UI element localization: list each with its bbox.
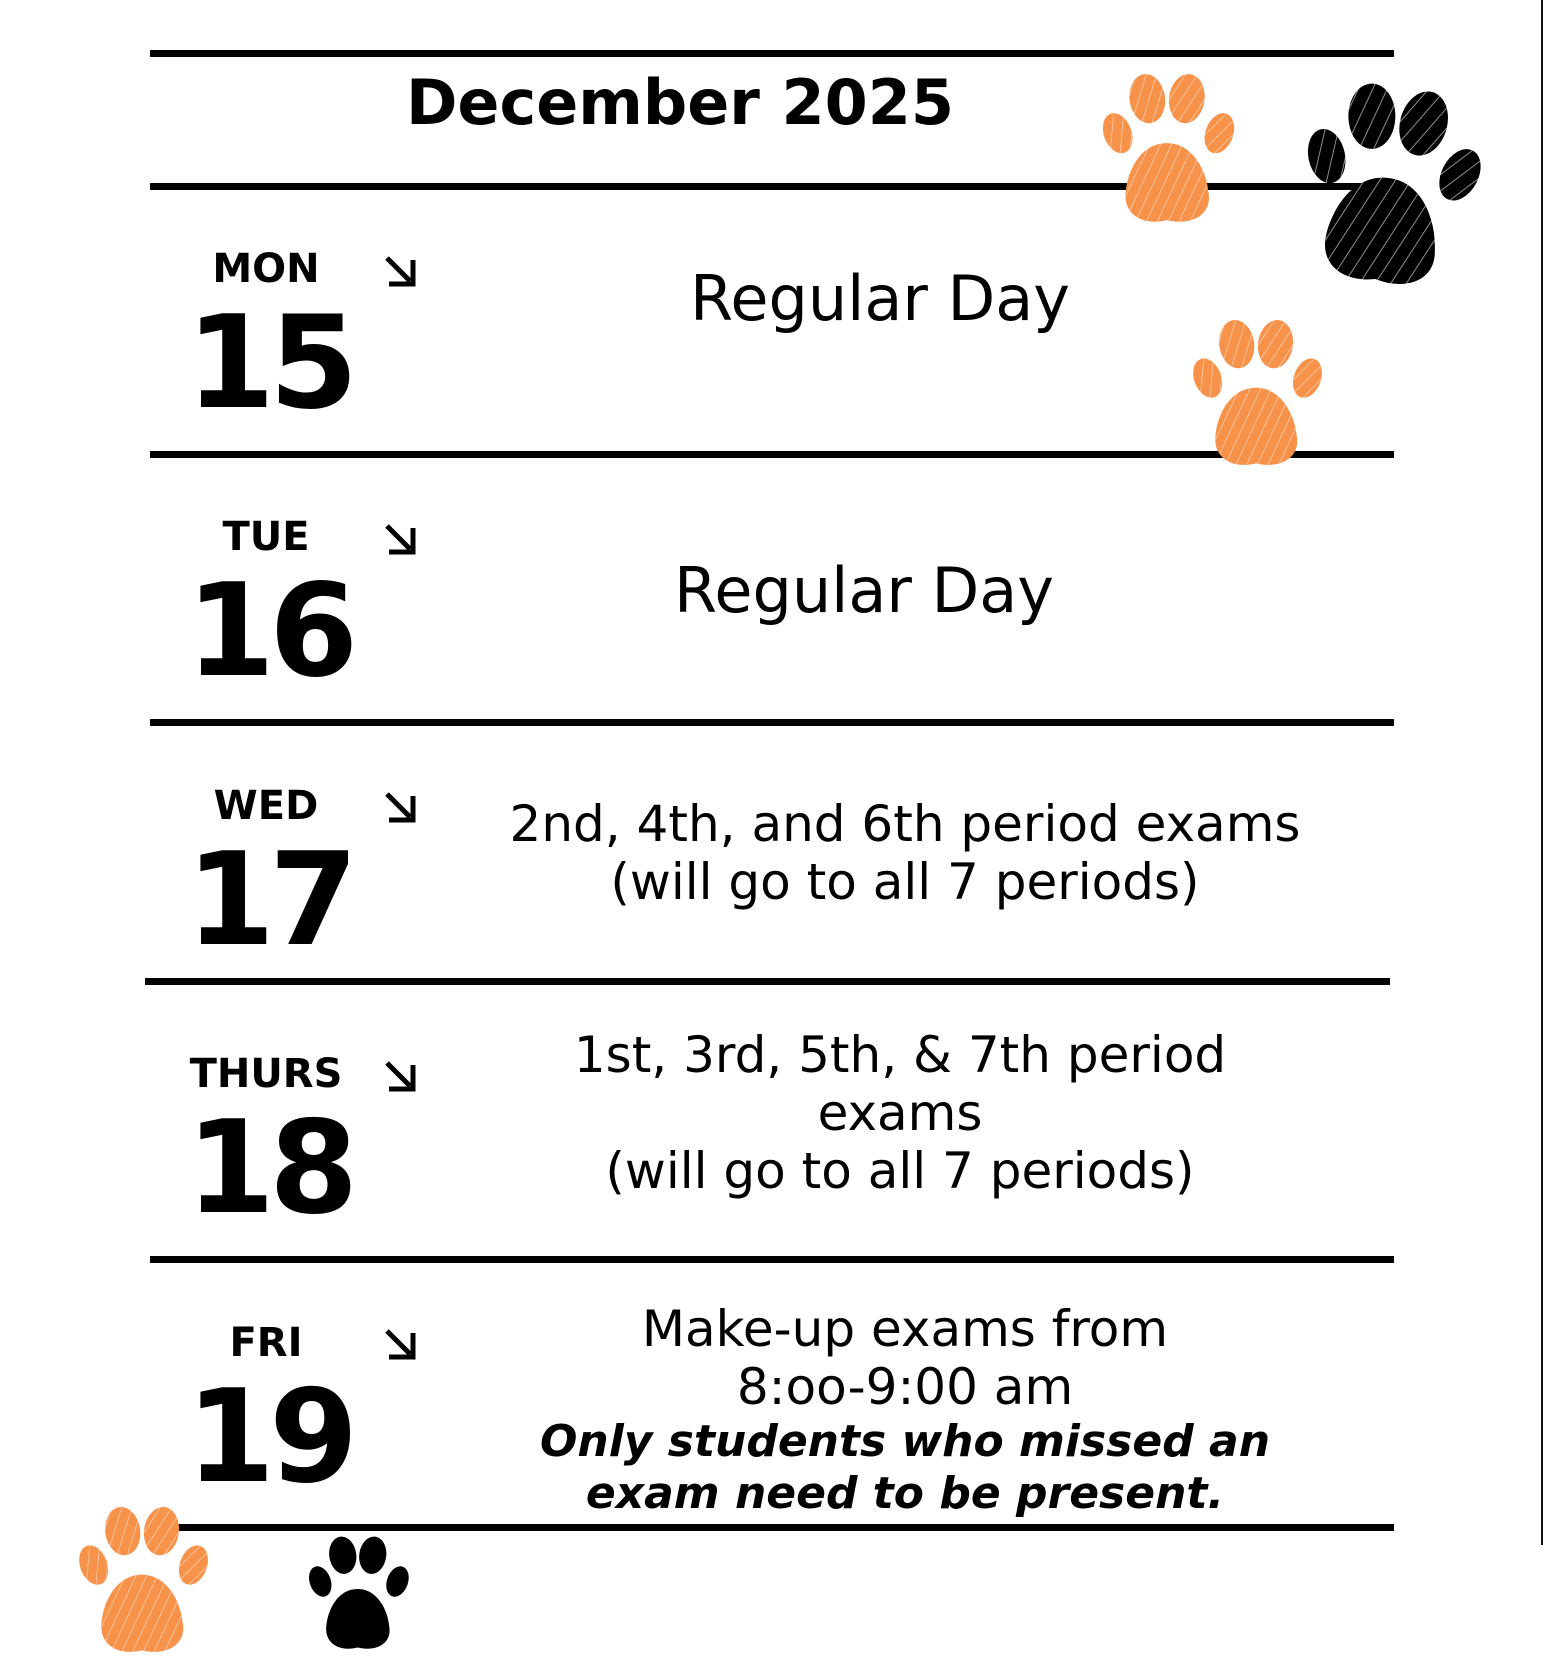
page-edge [1541, 0, 1543, 1545]
paw-print-icon [300, 1535, 420, 1655]
event-fri: Make-up exams from 8:oo-9:00 am Only students who missed an exam need to be present. [480, 1300, 1330, 1520]
page-title: December 2025 [405, 66, 955, 139]
event-thurs: 1st, 3rd, 5th, & 7th period exams (will go to all 7 periods) [573, 1026, 1227, 1200]
corner-arrow-down-right-icon [383, 1059, 417, 1093]
day-number-fri: 19 [186, 1363, 353, 1512]
day-name-mon: MON [212, 246, 320, 292]
paw-print-icon [1294, 80, 1490, 298]
corner-arrow-down-right-icon [383, 790, 417, 824]
day-name-tue: TUE [222, 514, 310, 560]
corner-arrow-down-right-icon [383, 254, 417, 288]
day-number-mon: 15 [186, 289, 353, 438]
event-note: Only students who missed an exam need to be present. [539, 1416, 1271, 1519]
day-name-wed: WED [213, 783, 319, 829]
divider-top [150, 50, 1394, 57]
corner-arrow-down-right-icon [383, 522, 417, 556]
divider-fri [150, 1524, 1394, 1531]
day-name-thurs: THURS [189, 1051, 343, 1097]
divider-wed [145, 978, 1390, 985]
day-number-thurs: 18 [186, 1094, 353, 1243]
day-number-tue: 16 [186, 557, 353, 706]
paw-print-icon [70, 1505, 220, 1660]
event-tue: Regular Day [674, 554, 1054, 627]
day-name-fri: FRI [229, 1320, 303, 1366]
event-wed: 2nd, 4th, and 6th period exams (will go to all 7 periods) [509, 795, 1301, 911]
divider-thu [150, 1256, 1394, 1263]
paw-print-icon [1184, 318, 1334, 473]
divider-tue [150, 719, 1394, 726]
day-number-wed: 17 [186, 826, 353, 975]
event-mon: Regular Day [690, 262, 1070, 335]
corner-arrow-down-right-icon [383, 1327, 417, 1361]
paw-print-icon [1095, 72, 1245, 230]
